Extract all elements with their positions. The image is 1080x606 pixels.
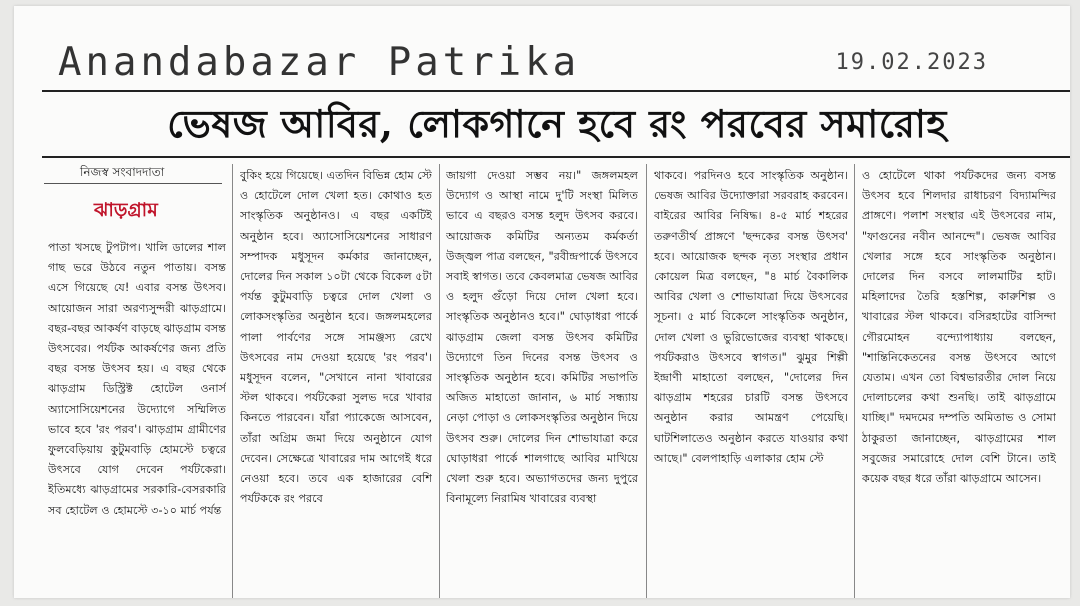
column-divider <box>646 164 647 598</box>
column-text: পাতা খসছে টুপটাপ। খালি ডালের শাল গাছ ভরে উঠবে নতুন পাতায়। বসন্ত এসে গিয়েছে যে! এবার বসন্ত উৎসব। আয়োজন সারা অরণ্যসুন্দরী ঝাড়গ্রামে। বছর-বছর আকর্ষণ বাড়ছে ঝাড়গ্রাম বসন্ত উৎসবের। পর্যটক আকর্ষণের জন্য প্রতি বছর বসন্ত উৎসব হয়। এ বছর থেকে ঝাড়গ্রাম ডিস্ট্রিক্ট হোটেল ওনার্স অ্যাসোসিয়েশনের উদ্যোগে সম্মিলিত ভাবে হবে 'রং পরব'। ঝাড়গ্রাম গ্রামীণের ফুলবেড়িয়ায় কুটুমবাড়ি হোমস্টে চত্বরে উৎসবে যোগ দেবেন পর্যটকেরা। ইতিমধ্যে ঝাড়গ্রামের সরকারি-বেসরকারি সব হোটেল ও হোমস্টে ৩-১০ মার্চ পর্যন্ত <box>48 241 226 517</box>
newspaper-clipping <box>14 6 1070 598</box>
headline-bottom-rule <box>42 156 1070 158</box>
column-divider <box>439 164 440 598</box>
column-divider <box>854 164 855 598</box>
article-column-2 <box>240 166 432 598</box>
dateline-place: ঝাড়গ্রাম <box>94 199 158 221</box>
column-divider <box>232 164 233 598</box>
column-text: ও হোটেলে থাকা পর্যটকদের জন্য বসন্ত উৎসব হবে শিলদার রাধাচরণ বিদ্যামন্দির প্রাঙ্গণে। পলাশ সংস্থার এই উৎসবের নাম, "ফাগুনের নবীন আনন্দে"। ভেষজ আবির খেলার সঙ্গে হবে সাংস্কৃতিক অনুষ্ঠান। দোলের দিন বসবে লালমাটির হাট। মহিলাদের তৈরি হস্তশিল্প, কারুশিল্প ও খাবারের স্টল থাকবে। বসিরহাটের বাসিন্দা গৌরমোহন বন্দ্যোপাধ্যায় বলছেন, "শান্তিনিকেতনের বসন্ত উৎসবে আগে যেতাম। এখন তো বিশ্বভারতীর দোল নিয়ে দোলাচলের কথা শুনছি। তাই ঝাড়গ্রামে যাচ্ছি।" দমদমের দম্পতি অমিতাভ ও সোমা ঠাকুরতা জানাচ্ছেন, ঝাড়গ্রামের শাল সবুজের সমারোহে দোল বেশি টানে। তাই কয়েক বছর ধরে তাঁরা ঝাড়গ্রামে আসেন। <box>862 169 1056 486</box>
article-column-4 <box>654 166 848 598</box>
article-column-5 <box>862 166 1056 598</box>
article-column-3 <box>446 166 638 598</box>
column-text: জায়গা দেওয়া সম্ভব নয়।" জঙ্গলমহল উদ্যোগ ও আস্থা নামে দু'টি সংস্থা মিলিত ভাবে এ বছরও বসন্ত হলুদ উৎসব করবে। আয়োজক কমিটির অন্যতম কর্মকর্তা উজ্জ্বল পাত্র বলছেন, "রবীন্দ্রপার্কে উৎসবে সবাই স্বাগত। তবে কেবলমাত্র ভেষজ আবির ও হলুদ গুঁড়ো দিয়ে দোল খেলা হবে। সাংস্কৃতিক অনুষ্ঠানও হবে।" ঘোড়াধরা পার্কে ঝাড়গ্রাম জেলা বসন্ত উৎসব কমিটির উদ্যোগে তিন দিনের বসন্ত উৎসব ও সাংস্কৃতিক অনুষ্ঠান হবে। কমিটির সভাপতি অজিত মাহাতো জানান, ৬ মার্চ সন্ধ্যায় নেড়া পোড়া ও লোকসংস্কৃতির অনুষ্ঠান দিয়ে উৎসব শুরু। দোলের দিন শোভাযাত্রা করে ঘোড়াধরা পার্কে শালগাছে আবির মাখিয়ে খেলা শুরু হবে। অভ্যাগতদের জন্য দুপুরে বিনামূল্যে নিরামিষ খাবারের ব্যবস্থা <box>446 169 638 506</box>
masthead: Anandabazar Patrika <box>58 40 581 85</box>
byline: নিজস্ব সংবাদদাতা <box>80 165 165 179</box>
column-text: বুকিং হয়ে গিয়েছে। এতদিন বিভিন্ন হোম স্টে ও হোটেলে দোল খেলা হত। কোথাও হত সাংস্কৃতিক অনুষ্ঠানও। এ বছর একটিই অনুষ্ঠান হবে। অ্যাসোসিয়েশনের সাধারণ সম্পাদক মধুসূদন কর্মকার জানাচ্ছেন, দোলের দিন সকাল ১০টা থেকে বিকেল ৫টা পর্যন্ত কুটুমবাড়ি চত্বরে দোল খেলা ও লোকসংস্কৃতির অনুষ্ঠান হবে। জঙ্গলমহলের পালা পার্বণের সঙ্গে সামঞ্জস্য রেখে উৎসবের নাম দেওয়া হয়েছে 'রং পরব'। মধুসূদন বলেন, "সেখানে নানা খাবারের স্টল থাকবে। পর্যটকেরা সুলভ দরে খাবার কিনতে পারবেন। যাঁরা প্যাকেজে আসবেন, তাঁরা অগ্রিম জমা দিয়ে অনুষ্ঠানে যোগ দেবেন। সেক্ষেত্রে খাবারের দাম আগেই ধরে নেওয়া হবে। তবে এক হাজারের বেশি পর্যটককে রং পরবে <box>240 169 432 506</box>
column-text: থাকবে। পরদিনও হবে সাংস্কৃতিক অনুষ্ঠান। ভেষজ আবির উদ্যোক্তারা সরবরাহ করবেন। বাইরের আবির নিষিদ্ধ। ৪-৫ মার্চ শহরের তরুণতীর্থ প্রাঙ্গণে 'ছন্দকের বসন্ত উৎসব' হবে। আয়োজক ছন্দক নৃত্য সংস্থার প্রধান কোয়েল মিত্র বলছেন, "৪ মার্চ বৈকালিক আবির খেলা ও শোভাযাত্রা দিয়ে উৎসবের সূচনা। ৫ মার্চ বিকেলে সাংস্কৃতিক অনুষ্ঠান, দোল খেলা ও ভুরিভোজের ব্যবস্থা থাকছে। পর্যটকরাও উৎসবে স্বাগত।" ঝুমুর শিল্পী ইন্দ্রাণী মাহাতো বলছেন, "দোলের দিন ঝাড়গ্রাম শহরের চারটি বসন্ত উৎসবে অনুষ্ঠান করার আমন্ত্রণ পেয়েছি। ঘাটশিলাতেও অনুষ্ঠান করতে যাওয়ার কথা আছে।" বেলপাহাড়ি এলাকার হোম স্টে <box>654 169 848 465</box>
headline-top-rule <box>42 90 1070 92</box>
article-column-1 <box>48 238 226 598</box>
headline: ভেষজ আবির, লোকগানে হবে রং পরবের সমারোহ <box>167 101 947 146</box>
publication-date: 19.02.2023 <box>835 50 988 75</box>
byline-divider <box>44 183 222 184</box>
